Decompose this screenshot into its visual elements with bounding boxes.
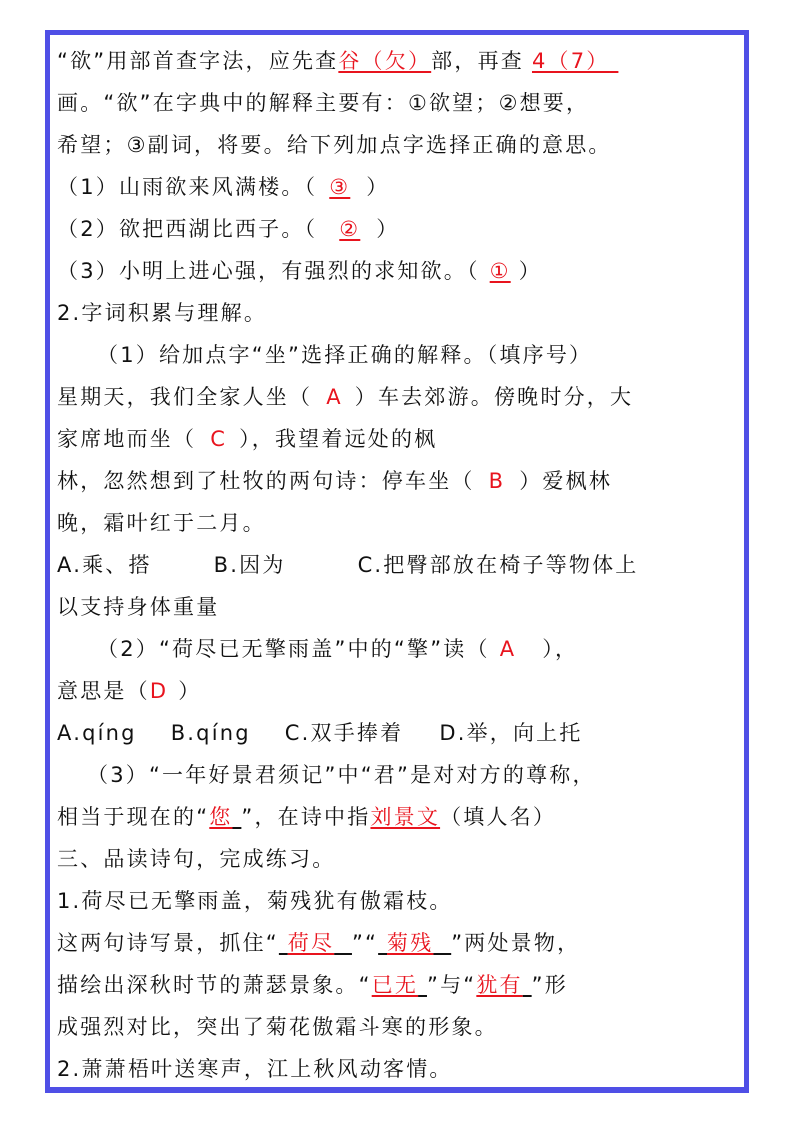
prompt-text: ）， — [542, 637, 579, 661]
sub1-options-cont: 以支持身体重量 — [57, 595, 220, 619]
person-answer: 刘景文 — [370, 805, 441, 829]
item-close: ） — [366, 175, 390, 199]
answer-yi-wu: 已无 — [371, 973, 419, 997]
prompt-text: 描绘出深秋时节的萧瑟景象。“ — [57, 973, 372, 997]
option-a: A.qíng — [57, 721, 137, 745]
sub1-sentence-1 — [57, 382, 633, 412]
q1-intro-text: “欲”用部首查字法，应先查 — [57, 49, 339, 73]
sentence-text: 林，忽然想到了杜牧的两句诗：停车坐（ — [57, 469, 475, 493]
prompt-text: （填人名） — [440, 805, 557, 829]
option-b: B.qíng — [170, 721, 251, 745]
answer-c: C — [210, 427, 228, 451]
sub1-sentence-2 — [57, 424, 437, 454]
item-answer: ① — [489, 259, 511, 283]
item-close: ） — [376, 217, 400, 241]
item-text: （3）小明上进心强，有强烈的求知欲。（ — [57, 259, 480, 283]
q1-line2: 画。“欲”在字典中的解释主要有：①欲望；②想要， — [57, 91, 590, 115]
sub1-sentence-4: 晚，霜叶红于二月。 — [57, 511, 266, 535]
sentence-text: ）车去郊游。傍晚时分，大 — [354, 385, 634, 409]
sub3-answer-line — [57, 802, 556, 832]
sub2-prompt — [57, 634, 578, 664]
prompt-text: ”与“ — [426, 973, 477, 997]
q1-line3: 希望；③副词，将要。给下列加点字选择正确的意思。 — [57, 133, 612, 157]
item-answer: ③ — [329, 175, 351, 199]
item-answer: ② — [339, 217, 361, 241]
q1-item-1 — [57, 172, 390, 202]
answer-he-jin: 荷尽 — [287, 931, 335, 955]
strokes-answer: 4（7） — [531, 49, 610, 73]
option-d: D.举，向上托 — [439, 721, 583, 745]
prompt-text: 意思是（ — [57, 679, 150, 703]
sub2-options — [57, 718, 583, 748]
sub3-prompt: （3）“一年好景君须记”中“君”是对对方的尊称， — [87, 763, 596, 787]
answer-you-you: 犹有 — [476, 973, 523, 997]
honorific-answer: 您 — [209, 805, 233, 829]
poem-1: 1.荷尽已无擎雨盖，菊残犹有傲霜枝。 — [57, 889, 453, 913]
sub1-prompt: （1）给加点字“坐”选择正确的解释。（填序号） — [97, 343, 593, 367]
sub1-sentence-3 — [57, 466, 612, 496]
answer-b: B — [488, 469, 506, 493]
radical-answer: 谷（欠） — [338, 49, 432, 73]
prompt-text: ”形 — [531, 973, 568, 997]
reading-answer: A — [499, 637, 517, 661]
sentence-text: 家席地而坐（ — [57, 427, 197, 451]
prompt-text: ”两处景物， — [451, 931, 581, 955]
option-c: C.把臀部放在椅子等物体上 — [357, 553, 639, 577]
sentence-text: ），我望着远处的枫 — [239, 427, 438, 451]
item-text: （1）山雨欲来风满楼。（ — [57, 175, 318, 199]
sentence-text: 星期天，我们全家人坐（ — [57, 385, 313, 409]
option-a: A.乘、搭 — [57, 553, 152, 577]
section2-title: 2.字词积累与理解。 — [57, 301, 268, 325]
poem1-q-line2 — [57, 970, 568, 1000]
q1-line1 — [57, 46, 618, 76]
poem-2: 2.萧萧梧叶送寒声，江上秋风动客情。 — [57, 1057, 453, 1081]
sub1-options — [57, 550, 639, 580]
item-close: ） — [518, 259, 542, 283]
q1-item-2 — [57, 214, 400, 244]
prompt-text: ） — [178, 679, 202, 703]
prompt-text: （2）“荷尽已无擎雨盖”中的“擎”读（ — [97, 637, 490, 661]
option-b: B.因为 — [213, 553, 286, 577]
sub2-meaning — [57, 676, 201, 706]
poem1-q-line1 — [57, 928, 580, 958]
sentence-text: ）爱枫林 — [519, 469, 613, 493]
answer-ju-can: 菊残 — [387, 931, 434, 955]
section3-title: 三、品读诗句，完成练习。 — [57, 847, 336, 871]
prompt-text: ”，在诗中指 — [241, 805, 371, 829]
prompt-text: 相当于现在的“ — [57, 805, 210, 829]
prompt-text: 这两句诗写景，抓住“ — [57, 931, 279, 955]
q1-mid-text: 部，再查 — [431, 49, 524, 73]
meaning-answer: D — [149, 679, 169, 703]
answer-a: A — [326, 385, 343, 409]
q1-item-3 — [57, 256, 542, 286]
option-c: C.双手捧着 — [284, 721, 404, 745]
poem1-q-line3: 成强烈对比，突出了菊花傲霜斗寒的形象。 — [57, 1015, 498, 1039]
prompt-text: ”“ — [351, 931, 379, 955]
item-text: （2）欲把西湖比西子。（ — [57, 217, 318, 241]
